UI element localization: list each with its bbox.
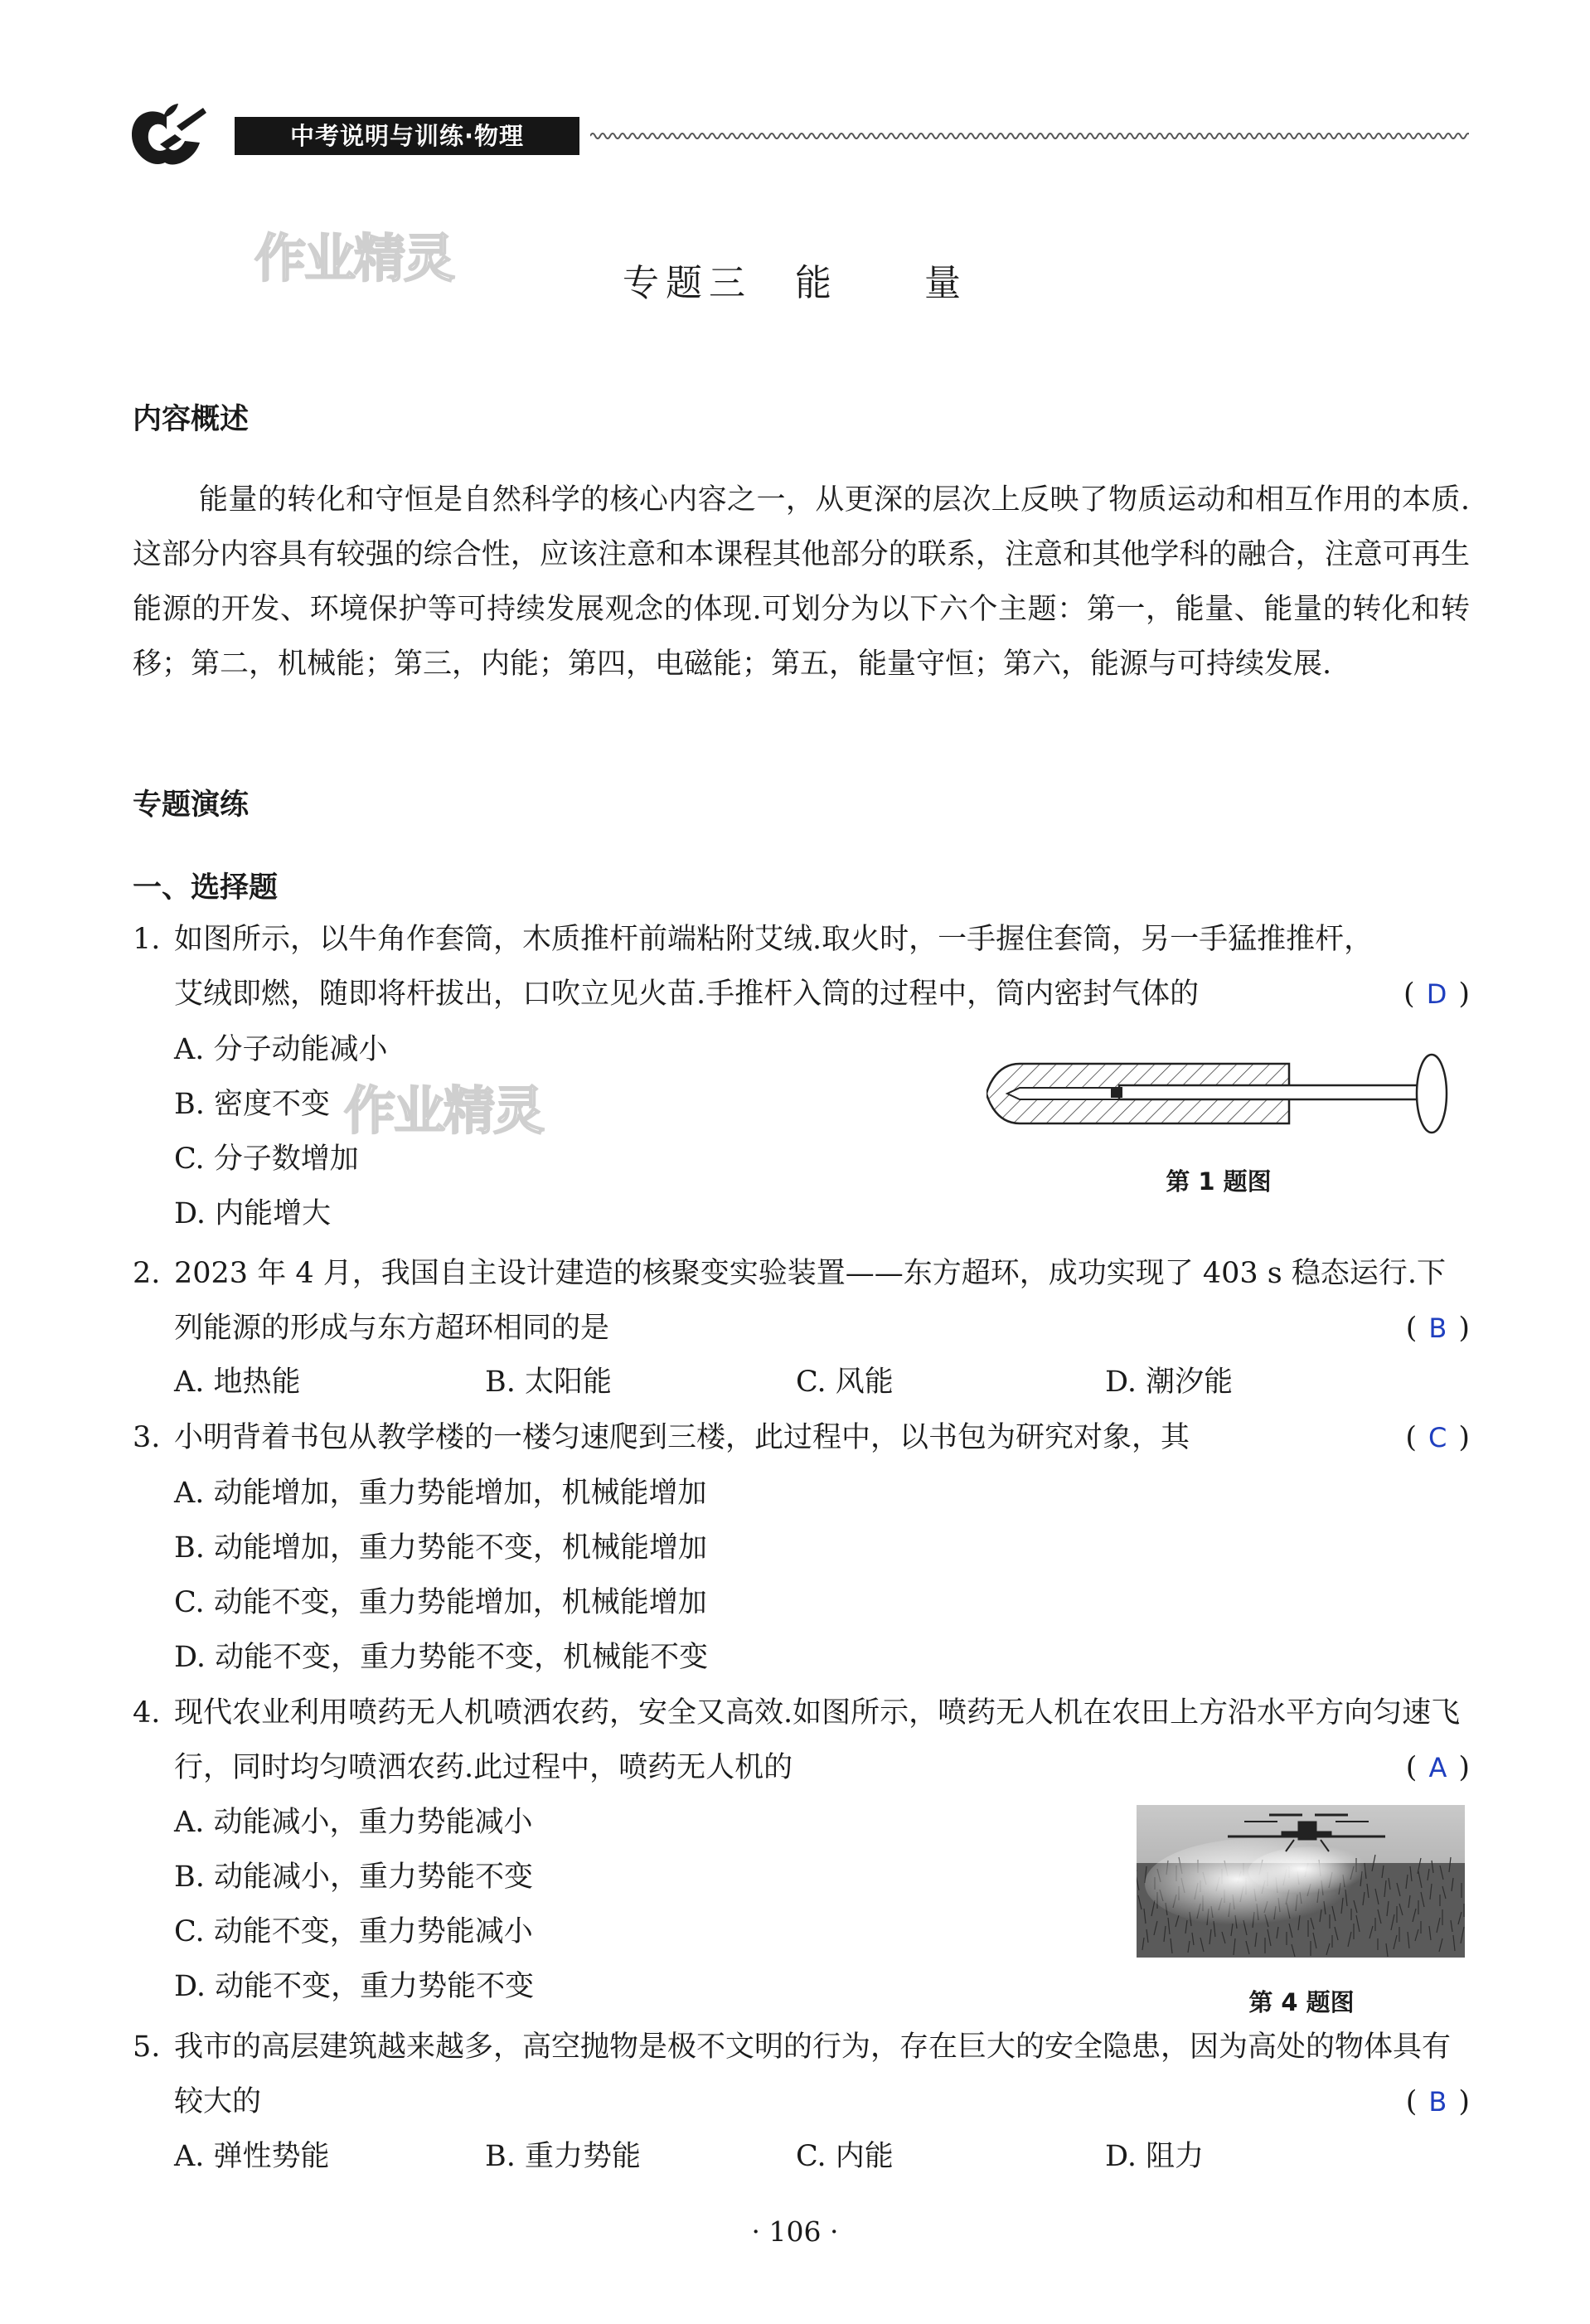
figure-1-caption: 第 1 题图 bbox=[1166, 1167, 1272, 1196]
q2-option-b: B. 太阳能 bbox=[485, 1366, 612, 1399]
q1-option-d: D. 内能增大 bbox=[174, 1197, 332, 1230]
drone-photo bbox=[1137, 1805, 1465, 1958]
overview-heading: 内容概述 bbox=[133, 403, 250, 436]
watermark-top: 作业精灵 bbox=[254, 228, 454, 289]
question-number: 5. bbox=[133, 2030, 161, 2064]
page-title: 专题三 能 量 bbox=[623, 262, 967, 304]
figure-4-caption: 第 4 题图 bbox=[1248, 1988, 1355, 2016]
question-text: 小明背着书包从教学楼的一楼匀速爬到三楼，此过程中，以书包为研究对象，其 bbox=[174, 1421, 1190, 1454]
question-number: 1. bbox=[133, 923, 161, 956]
q5-option-a: A. 弹性势能 bbox=[174, 2140, 330, 2173]
question-text: 2023 年 4 月，我国自主设计建造的核聚变实验装置——东方超环，成功实现了 403 s 稳态运行.下列能源的形成与东方超环相同的是 bbox=[174, 1257, 1446, 1345]
question-text: 我市的高层建筑越来越多，高空抛物是极不文明的行为，存在巨大的安全隐患，因为高处的物体具有较大的 bbox=[174, 2030, 1452, 2118]
choice-heading: 一、选择题 bbox=[133, 871, 279, 905]
q3-option-a: A. 动能增加，重力势能增加，机械能增加 bbox=[174, 1477, 707, 1510]
answer-bracket: ( B ) bbox=[1405, 2085, 1470, 2118]
book-title-banner: 中考说明与训练·物理 bbox=[235, 117, 579, 155]
q3-option-b: B. 动能增加，重力势能不变，机械能增加 bbox=[174, 1531, 707, 1565]
answer-letter: B bbox=[1428, 1312, 1447, 1344]
q2-option-d: D. 潮汐能 bbox=[1105, 1366, 1234, 1399]
question-1 bbox=[133, 912, 1470, 1021]
answer-letter: D bbox=[1426, 978, 1447, 1010]
q3-option-c: C. 动能不变，重力势能增加，机械能增加 bbox=[174, 1586, 707, 1619]
book-logo-icon bbox=[127, 101, 210, 172]
q5-option-d: D. 阻力 bbox=[1105, 2140, 1205, 2173]
q3-option-d: D. 动能不变，重力势能不变，机械能不变 bbox=[174, 1641, 709, 1674]
watermark-middle: 作业精灵 bbox=[344, 1080, 544, 1141]
q2-option-c: C. 风能 bbox=[796, 1366, 894, 1399]
answer-letter: B bbox=[1428, 2086, 1447, 2118]
question-3 bbox=[133, 1410, 1470, 1465]
answer-bracket: ( A ) bbox=[1405, 1751, 1470, 1784]
page-number: · 106 · bbox=[751, 2215, 839, 2248]
answer-letter: C bbox=[1428, 1422, 1447, 1453]
question-number: 4. bbox=[133, 1696, 161, 1730]
question-number: 3. bbox=[133, 1421, 161, 1454]
q1-option-a: A. 分子动能减小 bbox=[174, 1033, 388, 1066]
question-number: 2. bbox=[133, 1257, 161, 1290]
q4-option-a: A. 动能减小，重力势能减小 bbox=[174, 1806, 533, 1839]
fire-piston-figure bbox=[986, 1051, 1451, 1143]
q1-option-b: B. 密度不变 bbox=[174, 1088, 330, 1121]
question-4 bbox=[133, 1686, 1470, 1795]
overview-paragraph: 能量的转化和守恒是自然科学的核心内容之一，从更深的层次上反映了物质运动和相互作用的本质.这部分内容具有较强的综合性，应该注意和本课程其他部分的联系，注意和其他学科的融合，注意可再生能源的开发、环境保护等可持续发展观念的体现.可划分为以下六个主题：第一，能量、能量的转化和转移；第二，机械能；第三，内能；第四，电磁能；第五，能量守恒；第六，能源与可持续发展. bbox=[133, 483, 1470, 681]
q4-option-c: C. 动能不变，重力势能减小 bbox=[174, 1915, 533, 1948]
q2-option-a: A. 地热能 bbox=[174, 1366, 301, 1399]
practice-heading: 专题演练 bbox=[133, 788, 250, 822]
q5-option-b: B. 重力势能 bbox=[485, 2140, 641, 2173]
q5-option-c: C. 内能 bbox=[796, 2140, 894, 2173]
answer-bracket: ( B ) bbox=[1405, 1312, 1470, 1345]
question-text: 如图所示，以牛角作套筒，木质推杆前端粘附艾绒.取火时，一手握住套筒，另一手猛推推杆，艾绒即燃，随即将杆拔出，口吹立见火苗.手推杆入筒的过程中，筒内密封气体的 bbox=[174, 923, 1374, 1011]
q4-option-d: D. 动能不变，重力势能不变 bbox=[174, 1970, 535, 2003]
answer-letter: A bbox=[1428, 1752, 1447, 1783]
header-wave-divider bbox=[590, 127, 1469, 145]
q1-option-c: C. 分子数增加 bbox=[174, 1143, 359, 1176]
question-text: 现代农业利用喷药无人机喷洒农药，安全又高效.如图所示，喷药无人机在农田上方沿水平方向匀速飞行，同时均匀喷洒农药.此过程中，喷药无人机的 bbox=[174, 1696, 1461, 1784]
answer-bracket: ( D ) bbox=[1403, 978, 1470, 1011]
q4-option-b: B. 动能减小，重力势能不变 bbox=[174, 1861, 533, 1894]
answer-bracket: ( C ) bbox=[1405, 1421, 1470, 1454]
question-2 bbox=[133, 1246, 1470, 1356]
question-5 bbox=[133, 2020, 1470, 2129]
